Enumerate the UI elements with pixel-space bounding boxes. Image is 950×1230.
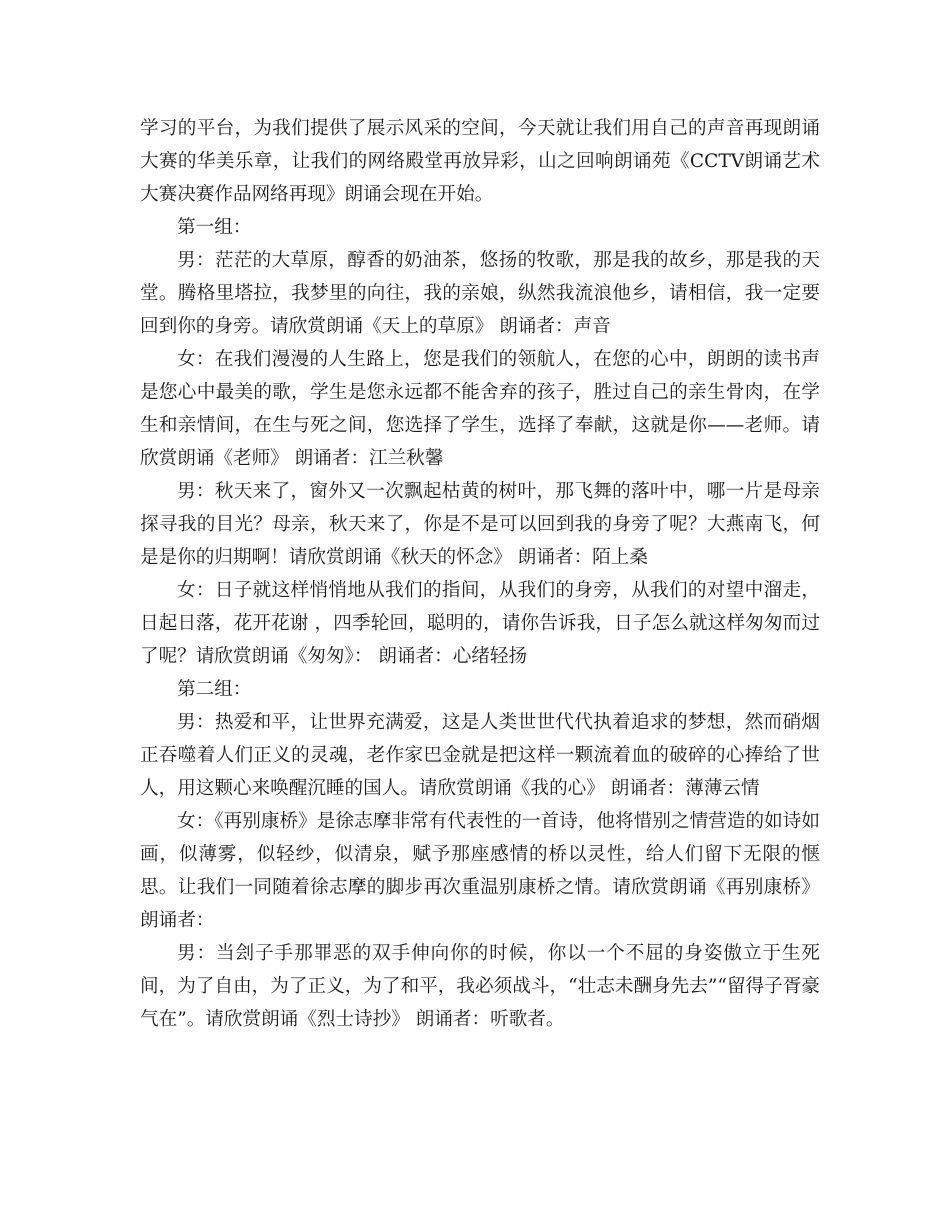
paragraph-male-2: 男：秋天来了，窗外又一次飘起枯黄的树叶，那飞舞的落叶中，哪一片是母亲探寻我的目光？母亲，秋天来了，你是不是可以回到我的身旁了呢？大燕南飞，何是是你的归期啊！请欣赏朗诵《秋天的怀念》 朗诵者：陌上桑	[140, 481, 820, 568]
paragraph-male-4: 男：当刽子手那罪恶的双手伸向你的时候，你以一个不屈的身姿傲立于生死间，为了自由，为了正义，为了和平，我必须战斗，“壮志未酬身先去”“留得子胥豪气在”。请欣赏朗诵《烈士诗抄》 朗诵者：听歌者。	[140, 943, 820, 1030]
paragraph-male-3: 男：热爱和平，让世界充满爱，这是人类世世代代执着追求的梦想，然而硝烟正吞噬着人们正义的灵魂，老作家巴金就是把这样一颗流着血的破碎的心捧给了世人，用这颗心来唤醒沉睡的国人。请欣赏朗诵《我的心》 朗诵者：薄薄云情	[140, 712, 820, 799]
paragraph-intro-continued: 学习的平台，为我们提供了展示风采的空间，今天就让我们用自己的声音再现朗诵大赛的华美乐章，让我们的网络殿堂再放异彩，山之回响朗诵苑《CCTV朗诵艺术大赛决赛作品网络再现》朗诵会现在开始。	[140, 118, 820, 205]
document-body	[140, 112, 820, 1036]
paragraph-female-3: 女：《再别康桥》是徐志摩非常有代表性的一首诗，他将惜别之情营造的如诗如画，似薄雾，似轻纱，似清泉，赋予那座感情的桥以灵性，给人们留下无限的惬思。让我们一同随着徐志摩的脚步再次重温别康桥之情。请欣赏朗诵《再别康桥》 朗诵者：	[140, 811, 820, 931]
section-heading-group-1: 第一组：	[177, 217, 252, 238]
paragraph-female-2: 女：日子就这样悄悄地从我们的指间，从我们的身旁，从我们的对望中溜走，日起日落，花开花谢 ，四季轮回，聪明的，请你告诉我，日子怎么就这样匆匆而过了呢？请欣赏朗诵《匆匆》： 朗诵者：心绪轻扬	[140, 580, 820, 667]
paragraph-male-1: 男：茫茫的大草原，醇香的奶油茶，悠扬的牧歌，那是我的故乡，那是我的天堂。腾格里塔拉，我梦里的向往，我的亲娘，纵然我流浪他乡，请相信，我一定要回到你的身旁。请欣赏朗诵《天上的草原》 朗诵者：声音	[140, 250, 820, 337]
paragraph-female-1: 女：在我们漫漫的人生路上，您是我们的领航人，在您的心中，朗朗的读书声是您心中最美的歌，学生是您永远都不能舍弃的孩子，胜过自己的亲生骨肉，在学生和亲情间，在生与死之间，您选择了学生，选择了奉献，这就是你——老师。请欣赏朗诵《老师》 朗诵者：江兰秋馨	[140, 349, 820, 469]
section-heading-group-2: 第二组：	[177, 679, 252, 700]
